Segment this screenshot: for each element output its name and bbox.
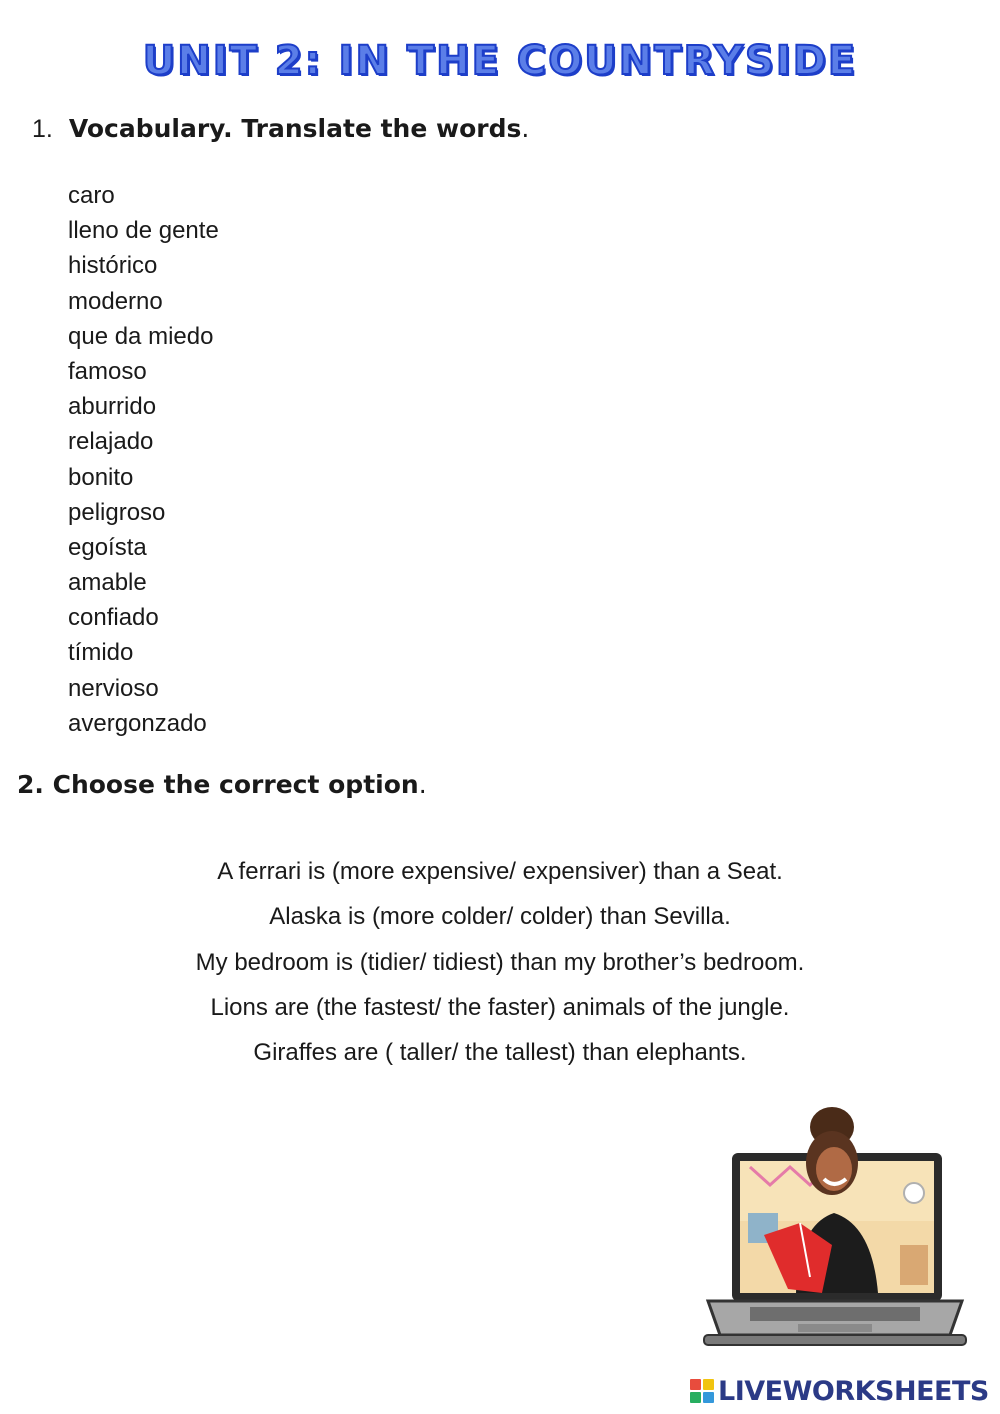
vocab-item: moderno [68,287,163,315]
brand-name: LIVEWORKSHEETS [718,1375,989,1407]
section-1-heading [32,114,529,144]
section-2-heading [17,770,427,799]
vocab-item: amable [68,569,147,597]
vocab-item: nervioso [68,674,159,702]
logo-grid-icon [690,1379,714,1403]
vocab-item: histórico [68,252,158,280]
section-2-title: 2. Choose the correct option [17,770,419,799]
vocab-item: peligroso [68,498,166,526]
vocab-item: que da miedo [68,322,214,350]
vocab-item: aburrido [68,393,157,421]
vocab-item: confiado [68,604,159,632]
sentence-list [0,852,1000,1078]
vocabulary-list [68,178,219,741]
vocab-item: bonito [68,463,134,491]
vocab-item: egoísta [68,533,147,561]
vocab-item: lleno de gente [68,217,219,245]
section-1-number: 1. [32,115,53,143]
sentence-item[interactable]: Alaska is (more colder/ colder) than Sevilla. [269,903,731,931]
vocab-item: tímido [68,639,134,667]
liveworksheets-logo [690,1374,989,1408]
vocab-item: avergonzado [68,709,207,737]
vocab-item: caro [68,182,115,209]
teacher-laptop-illustration [700,1095,970,1360]
section-1-period: . [521,114,530,143]
sentence-item[interactable]: Lions are (the fastest/ the faster) animals of the jungle. [210,993,790,1021]
page-title: UNIT 2: IN THE COUNTRYSIDE [142,38,858,84]
sentence-item[interactable]: A ferrari is (more expensive/ expensiver) than a Seat. [217,858,783,885]
sentence-item[interactable]: Giraffes are ( taller/ the tallest) than elephants. [253,1039,747,1067]
section-1-title: Vocabulary. Translate the words [68,114,522,143]
vocab-item: relajado [68,428,154,456]
sentence-item[interactable]: My bedroom is (tidier/ tidiest) than my brother’s bedroom. [195,948,805,976]
section-2-period: . [418,770,427,799]
vocab-item: famoso [68,357,147,385]
